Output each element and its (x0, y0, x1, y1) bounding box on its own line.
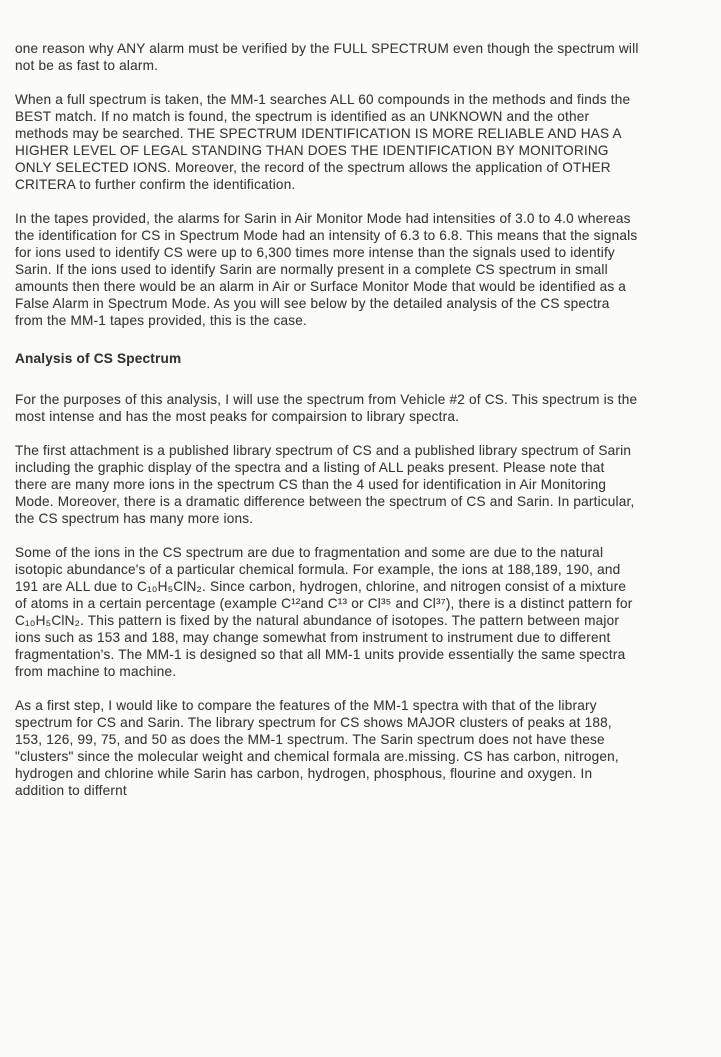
paragraph-full-spectrum-search: When a full spectrum is taken, the MM-1 searches ALL 60 compounds in the methods and finds the BEST match. If no match is found, the spectrum is identified as an UNKNOWN and the other methods may be searched. THE SPECTRUM IDENTIFICATION IS MORE RELIABLE AND HAS A HIGHER LEVEL OF LEGAL STANDING THAN DOES THE IDENTIFICATION BY MONITORING ONLY SELECTED IONS. Moreover, the record of the spectrum allows the application of OTHER CRITERA to further confirm the identification. (15, 92, 631, 192)
paragraph-library-comparison: As a first step, I would like to compare the features of the MM-1 spectra with that of the library spectrum for CS and Sarin. The library spectrum for CS shows MAJOR clusters of peaks at 188, 153, 126, 99, 75, and 50 as does the MM-1 spectrum. The Sarin spectrum does not have these "clusters" since the molecular weight and chemical formala are.missing. CS has carbon, nitrogen, hydrogen and chlorine while Sarin has carbon, hydrogen, phosphous, flourine and oxygen. In addition to differnt (15, 698, 619, 798)
paragraph-tapes-intensities: In the tapes provided, the alarms for Sarin in Air Monitor Mode had intensities of 3.0 to 4.0 whereas the identification for CS in Spectrum Mode had an intensity of 6.3 to 6.8. This means that the signals for ions used to identify CS were up to 6,300 times more intense than the signals used to identify Sarin. If the ions used to identify Sarin are normally present in a complete CS spectrum in small amounts then there would be an alarm in Air or Surface Monitor Mode that would be identified as a False Alarm in Spectrum Mode. As you will see below by the detailed analysis of the CS spectra from the MM-1 tapes provided, this is the case. (15, 211, 638, 328)
paragraph-first-attachment: The first attachment is a published library spectrum of CS and a published library spectrum of Sarin including the graphic display of the spectra and a listing of ALL peaks present. Please note that there are many more ions in the spectrum CS than the 4 used for identification in Air Monitoring Mode. Moreover, there is a dramatic difference between the spectrum of CS and Sarin. In particular, the CS spectrum has many more ions. (15, 443, 635, 526)
paragraph-analysis-purpose: For the purposes of this analysis, I will use the spectrum from Vehicle #2 of CS. This spectrum is the most intense and has the most peaks for compairsion to library spectra. (15, 392, 638, 424)
paragraph-alarm-verification: one reason why ANY alarm must be verified by the FULL SPECTRUM even though the spectrum will not be as fast to alarm. (15, 41, 639, 73)
paragraph-isotopic-abundance: Some of the ions in the CS spectrum are due to fragmentation and some are due to the natural isotopic abundance's of a particular chemical formula. For example, the ions at 188,189, 190, and 191 are ALL due to C₁₀H₅ClN₂. Since carbon, hydrogen, chlorine, and nitrogen consist of a mixture of atoms in a certain percentage (example C¹²and C¹³ or Cl³⁵ and Cl³⁷), there is a distinct pattern for C₁₀H₅ClN₂. This pattern is fixed by the natural abundance of isotopes. The pattern between major ions such as 153 and 188, may change somewhat from instrument to instrument due to different fragmentation's. The MM-1 is designed so that all MM-1 units provide essentially the same spectra from machine to machine. (15, 545, 633, 679)
section-heading-analysis-of-cs-spectrum: Analysis of CS Spectrum (15, 351, 182, 366)
